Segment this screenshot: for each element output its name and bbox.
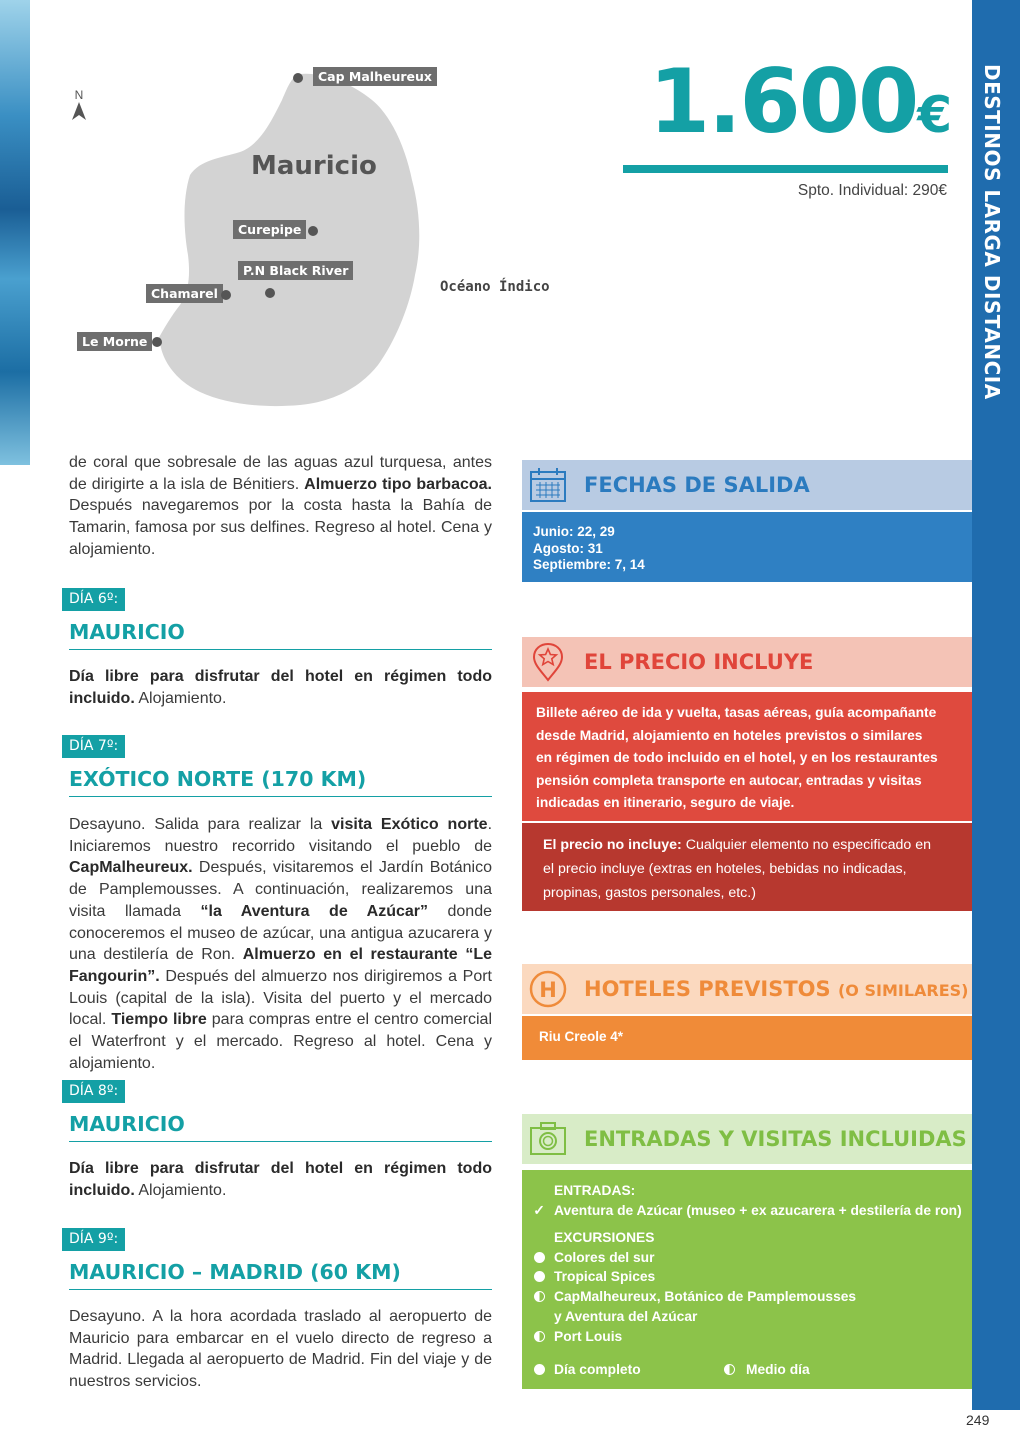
day-7-title: EXÓTICO NORTE (170 KM) bbox=[69, 767, 492, 797]
page-number: 249 bbox=[966, 1412, 990, 1428]
full-day-icon bbox=[532, 1270, 546, 1285]
check-icon: ✓ bbox=[533, 1203, 545, 1218]
intro-paragraph: de coral que sobresale de las aguas azul turquesa, antes de dirigirte a la isla de Bénitiers. Almuerzo tipo barbacoa. Después navegaremos por la costa hasta la Bahía de Tamarin, famosa por sus delfines. Regreso al hotel. Cena y alojamiento. bbox=[69, 454, 492, 558]
day-6-badge: DÍA 6º: bbox=[62, 588, 125, 611]
cover-photo-strip bbox=[0, 0, 30, 465]
map-pin-le-morne bbox=[152, 337, 162, 347]
section-title-vertical bbox=[972, 64, 1020, 404]
excursion-item: Colores del sur bbox=[554, 1250, 655, 1265]
day-8-text: Día libre para disfrutar del hotel en régimen todo incluido. Alojamiento. bbox=[69, 1160, 492, 1199]
map-pin-cap-malheureux bbox=[293, 73, 303, 83]
visits-title: ENTRADAS Y VISITAS INCLUIDAS bbox=[584, 1127, 967, 1151]
price-includes-title: EL PRECIO INCLUYE bbox=[584, 650, 814, 674]
includes-line: desde Madrid, alojamiento en hoteles previstos o similares bbox=[536, 727, 923, 743]
section-title-text: DESTINOS LARGA DISTANCIA bbox=[980, 64, 1004, 400]
day-7-text: Desayuno. Salida para realizar la visita Exótico norte. Iniciaremos nuestro recorrido visitando el pueblo de CapMalheureux. Después, visitaremos el Jardín Botánico de Pamplemousses. A continuación, realizaremos una visita llamada “la Aventura de Azúcar” donde conoceremos el museo de azúcar, una antigua azucarera y una destilería de Ron. Almuerzo en el restaurante “Le Fangourin”. Después del almuerzo nos dirigiremos a Port Louis (capital de la isla). Visita del puerto y el mercado local. Tiempo libre para compras entre el centro comercial el Waterfront y el mercado. Regreso al hotel. Cena y alojamiento. bbox=[69, 816, 493, 1072]
map-label-curepipe: Curepipe bbox=[233, 220, 306, 239]
price-amount bbox=[620, 52, 950, 165]
includes-line: indicadas en itinerario, seguro de viaje. bbox=[536, 795, 795, 810]
day-9-badge: DÍA 9º: bbox=[62, 1228, 125, 1251]
price-not-included: El precio no incluye: Cualquier elemento no especificado en el precio incluye (extras en hoteles, bebidas no indicadas, propinas, gastos personales, etc.) bbox=[522, 823, 972, 911]
includes-line: Billete aéreo de ida y vuelta, tasas aéreas, guía acompañante bbox=[536, 705, 937, 720]
date-line: Agosto: 31 bbox=[533, 540, 603, 556]
excursion-item-cont: y Aventura del Azúcar bbox=[554, 1309, 698, 1324]
island-map bbox=[60, 60, 580, 420]
price-includes-header bbox=[522, 637, 972, 687]
day-7-badge: DÍA 7º: bbox=[62, 735, 125, 758]
entries-label: ENTRADAS: bbox=[554, 1183, 636, 1198]
legend-full-day-icon bbox=[532, 1363, 546, 1378]
map-pin-black-river bbox=[265, 288, 275, 298]
north-arrow-icon bbox=[72, 102, 86, 120]
map-label-cap-malheureux: Cap Malheureux bbox=[313, 67, 437, 86]
full-day-icon bbox=[532, 1251, 546, 1266]
hotels-body bbox=[522, 1016, 972, 1060]
includes-line: en régimen de todo incluido en el hotel, y en los restaurantes bbox=[536, 750, 938, 765]
entry-item: Aventura de Azúcar (museo + ex azucarera + destilería de ron) bbox=[554, 1203, 962, 1218]
day-8-title: MAURICIO bbox=[69, 1112, 492, 1142]
day-6-text: Día libre para disfrutar del hotel en régimen todo incluido. Alojamiento. bbox=[69, 668, 492, 707]
dates-title: FECHAS DE SALIDA bbox=[584, 473, 810, 497]
visits-body bbox=[522, 1170, 972, 1389]
camera-icon bbox=[528, 1119, 568, 1159]
price-includes-body bbox=[522, 692, 972, 821]
date-line: Septiembre: 7, 14 bbox=[533, 557, 645, 572]
day-9-text: Desayuno. A la hora acordada traslado al aeropuerto de Mauricio para embarcar en el vuelo directo de regreso a Madrid. Llegada al aeropuerto de Madrid. Fin del viaje y de nuestros servicios. bbox=[69, 1308, 492, 1391]
map-title: Mauricio bbox=[251, 151, 377, 181]
day-6-title: MAURICIO bbox=[69, 620, 492, 650]
hotel-item: Riu Creole 4* bbox=[539, 1029, 624, 1044]
single-supplement: Spto. Individual: 290€ bbox=[797, 182, 947, 199]
not-included-label: El precio no incluye: bbox=[543, 837, 682, 853]
legend-half-day-icon bbox=[722, 1363, 736, 1378]
hotel-icon bbox=[528, 969, 568, 1009]
ocean-label: Océano Índico bbox=[440, 279, 550, 295]
map-label-le-morne: Le Morne bbox=[77, 332, 152, 351]
day-9-title: MAURICIO – MADRID (60 KM) bbox=[69, 1260, 492, 1290]
map-pin-chamarel bbox=[221, 290, 231, 300]
legend-full-day: Día completo bbox=[554, 1362, 641, 1377]
excursion-item: Port Louis bbox=[554, 1329, 623, 1344]
location-star-icon bbox=[528, 642, 568, 682]
includes-line: pensión completa transporte en autocar, entradas y visitas bbox=[536, 772, 922, 788]
half-day-icon bbox=[532, 1330, 546, 1345]
half-day-icon bbox=[532, 1290, 546, 1305]
map-label-black-river: P.N Black River bbox=[238, 261, 353, 280]
date-line: Junio: 22, 29 bbox=[533, 524, 615, 539]
excursion-item: Tropical Spices bbox=[554, 1269, 656, 1284]
price-currency: € bbox=[917, 86, 950, 144]
island-shape bbox=[156, 74, 419, 406]
hotels-header bbox=[522, 964, 972, 1014]
legend-half-day: Medio día bbox=[746, 1362, 810, 1377]
map-label-chamarel: Chamarel bbox=[146, 284, 223, 303]
north-letter: N bbox=[74, 88, 84, 102]
north-indicator bbox=[72, 88, 86, 123]
excursion-item: CapMalheureux, Botánico de Pamplemousses bbox=[554, 1289, 857, 1304]
excursions-label: EXCURSIONES bbox=[554, 1230, 655, 1245]
dates-body bbox=[522, 512, 972, 582]
map-pin-curepipe bbox=[308, 226, 318, 236]
svg-text:H: H bbox=[539, 978, 557, 1002]
dates-header bbox=[522, 460, 972, 510]
hotels-title: HOTELES PREVISTOS (O SIMILARES) bbox=[584, 977, 969, 1001]
day-8-badge: DÍA 8º: bbox=[62, 1080, 125, 1103]
visits-header bbox=[522, 1114, 972, 1164]
price-divider bbox=[623, 165, 948, 173]
price-number: 1.600 bbox=[648, 50, 918, 153]
calendar-icon bbox=[528, 465, 568, 505]
